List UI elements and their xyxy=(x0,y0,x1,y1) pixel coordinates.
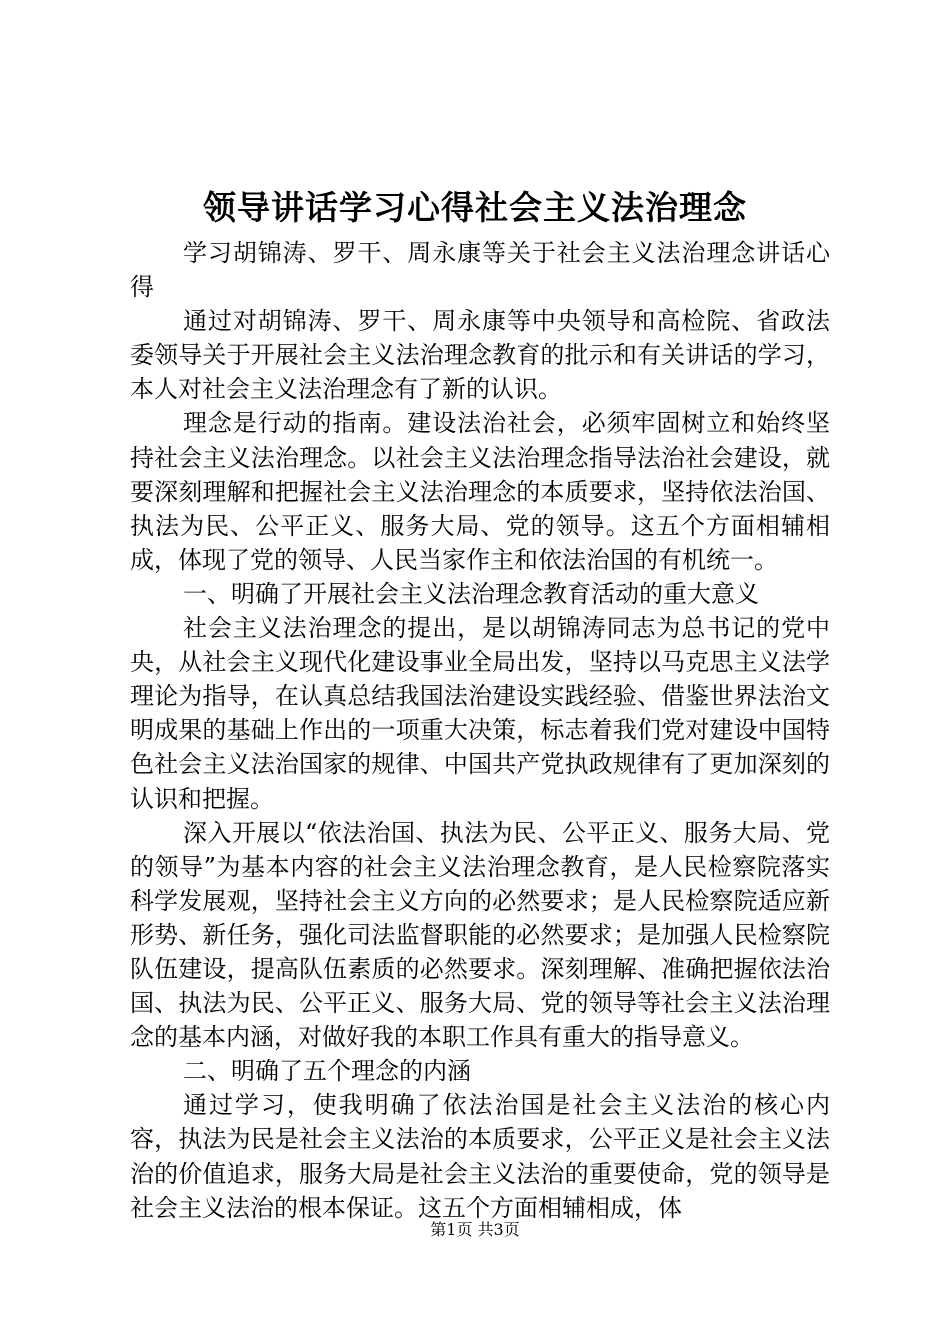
document-body xyxy=(130,236,830,1225)
paragraph-subtitle: 学习胡锦涛、罗干、周永康等关于社会主义法治理念讲话心得 xyxy=(130,239,830,302)
page-number: 第1页 共3页 xyxy=(430,1220,520,1239)
paragraph-five-concepts: 通过学习，使我明确了依法治国是社会主义法治的核心内容，执法为民是社会主义法治的本质要求，公平正义是社会主义法治的价值追求，服务大局是社会主义法治的重要使命，党的领导是社会主义法治的根本保证。这五个方面相辅相成，体 xyxy=(130,1091,830,1222)
paragraph-significance: 社会主义法治理念的提出，是以胡锦涛同志为总书记的党中央，从社会主义现代化建设事业全局出发，坚持以马克思主义法学理论为指导，在认真总结我国法治建设实践经验、借鉴世界法治文明成果的基础上作出的一项重大决策，标志着我们党对建设中国特色社会主义法治国家的规律、中国共产党执政规律有了更加深刻的认识和把握。 xyxy=(130,614,830,813)
section-heading-1: 一、明确了开展社会主义法治理念教育活动的重大意义 xyxy=(183,579,759,608)
paragraph-concept: 理念是行动的指南。建设法治社会，必须牢固树立和始终坚持社会主义法治理念。以社会主义法治理念指导法治社会建设，就要深刻理解和把握社会主义法治理念的本质要求，坚持依法治国、执法为民、公平正义、服务大局、党的领导。这五个方面相辅相成，体现了党的领导、人民当家作主和依法治国的有机统一。 xyxy=(130,409,830,574)
section-heading-2: 二、明确了五个理念的内涵 xyxy=(183,1057,471,1086)
page-title: 领导讲话学习心得社会主义法治理念 xyxy=(203,188,747,227)
paragraph-education: 深入开展以“依法治国、执法为民、公平正义、服务大局、党的领导”为基本内容的社会主义法治理念教育，是人民检察院落实科学发展观，坚持社会主义方向的必然要求；是人民检察院适应新形势、新任务，强化司法监督职能的必然要求；是加强人民检察院队伍建设，提高队伍素质的必然要求。深刻理解、准确把握依法治国、执法为民、公平正义、服务大局、党的领导等社会主义法治理念的基本内涵，对做好我的本职工作具有重大的指导意义。 xyxy=(130,818,830,1052)
paragraph-intro: 通过对胡锦涛、罗干、周永康等中央领导和高检院、省政法委领导关于开展社会主义法治理念教育的批示和有关讲话的学习，本人对社会主义法治理念有了新的认识。 xyxy=(130,307,830,404)
